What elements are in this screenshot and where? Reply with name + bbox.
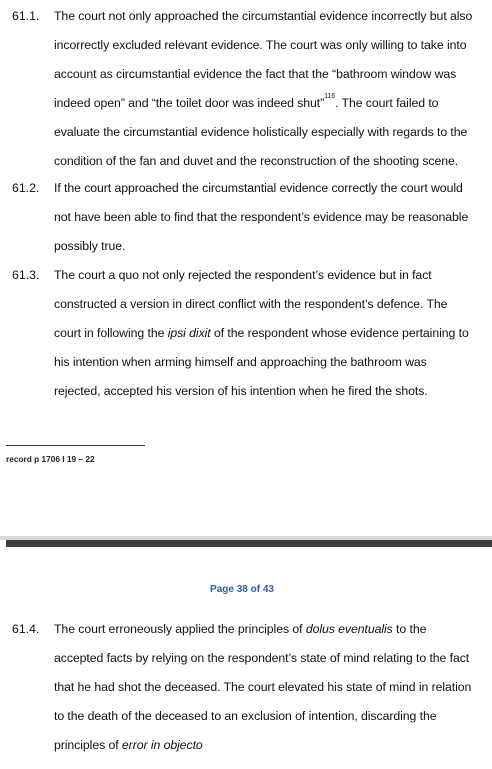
text-line: that he had shot the deceased. The court elevated his state of mind in relation (54, 680, 472, 694)
text-line: indeed open” and “the toilet door was indeed shut”$^{116}$. The court failed to (54, 93, 439, 110)
paragraph-text (54, 174, 487, 261)
text-line: The court not only approached the circumstantial evidence incorrectly but also (54, 9, 473, 23)
text-line: accepted facts by relying on the respondent’s state of mind relating to the fact (54, 651, 470, 665)
text-line: account as circumstantial evidence the fact that the “bathroom window was (54, 67, 457, 81)
italic-term: dolus eventualis (305, 622, 393, 636)
page-break-bar (6, 540, 492, 547)
text-line: rejected, accepted his version of his intention when he fired the shots. (54, 384, 428, 398)
text-line: incorrectly excluded relevant evidence. The court was only willing to take into (54, 38, 467, 52)
paragraph-number: 61.3. (12, 268, 40, 282)
paragraph-text (54, 2, 487, 176)
text-line: to the death of the deceased to an exclusion of intention, discarding the (54, 709, 437, 723)
paragraph-text (54, 261, 487, 406)
paragraph-number: 61.1. (12, 9, 40, 23)
text-line: his intention when arming himself and approaching the bathroom was (54, 355, 427, 369)
footnote-divider (6, 445, 145, 446)
text-line: constructed a version in direct conflict with the respondent’s defence. The (54, 297, 448, 311)
italic-term: error in objecto (121, 738, 203, 752)
page-number: Page 38 of 43 (210, 584, 274, 595)
text-line: The court erroneously applied the principles of dolus eventualis to the (54, 622, 427, 636)
text-line: evaluate the circumstantial evidence holistically especially with regards to the (54, 125, 468, 139)
paragraph-number: 61.4. (12, 622, 40, 636)
footnote-text: record p 1706 l 19 – 22 (6, 454, 95, 464)
text-line: principles of error in objecto (54, 738, 203, 752)
text-line: possibly true. (54, 239, 126, 253)
text-line: condition of the fan and duvet and the reconstruction of the shooting scene. (54, 154, 459, 168)
text-line: court in following the ipsi dixit of the respondent whose evidence pertaining to (54, 326, 469, 340)
italic-term: ipsi dixit (167, 326, 211, 340)
text-line: The court a quo not only rejected the respondent’s evidence but in fact (54, 268, 432, 282)
paragraph-number: 61.2. (12, 181, 40, 195)
paragraph-text (54, 615, 487, 760)
text-line: If the court approached the circumstantial evidence correctly the court would (54, 181, 463, 195)
footnote-reference: 116 (324, 93, 336, 100)
text-line: not have been able to find that the respondent’s evidence may be reasonable (54, 210, 469, 224)
